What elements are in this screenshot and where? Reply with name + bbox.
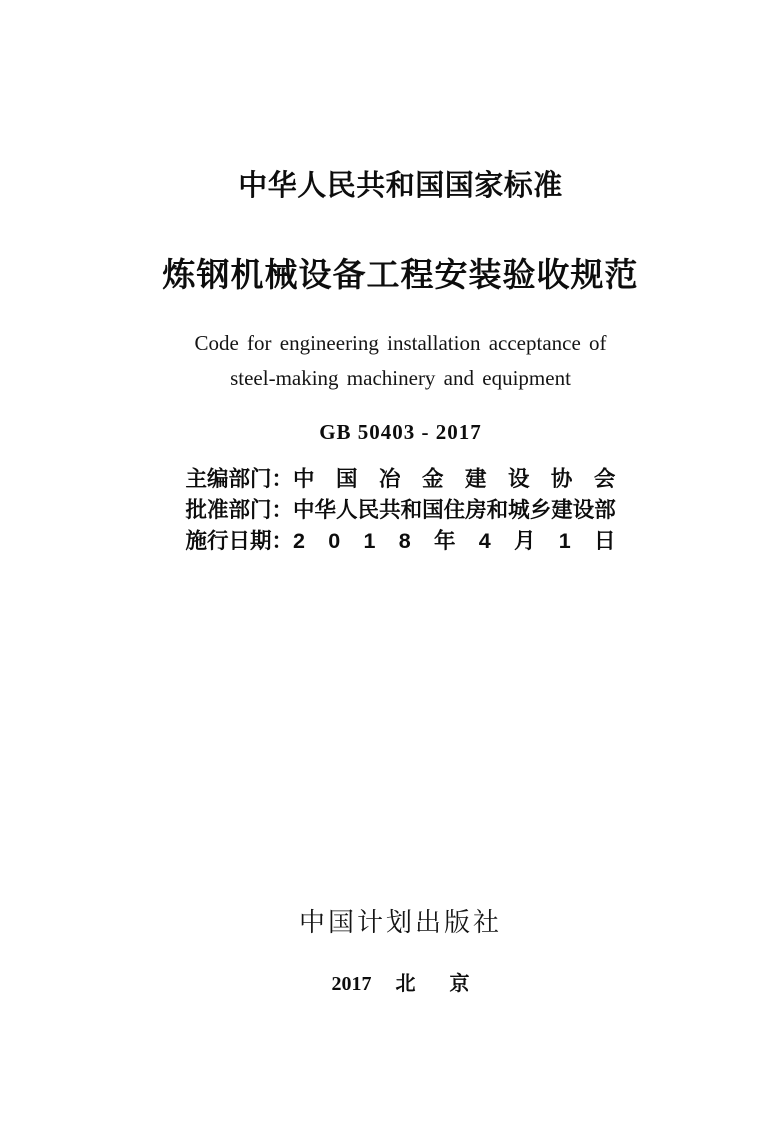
dept-line (186, 495, 616, 526)
dept-value-token: 民 (357, 498, 380, 522)
dept-value-token: 房 (465, 498, 487, 522)
dept-line-value (293, 464, 615, 495)
imprint-year: 2017 (331, 973, 372, 995)
dept-line-value (293, 495, 616, 526)
dept-value-token: 月 (513, 529, 536, 553)
dept-value-token: 建 (551, 498, 573, 522)
dept-line-label: 批准部门： (185, 498, 294, 522)
dept-value-token: 人 (336, 498, 358, 522)
dept-line-label: 施行日期： (185, 529, 294, 553)
dept-value-token: 会 (593, 467, 616, 491)
imprint-city-char-2: 京 (449, 973, 470, 995)
national-standard-label: 中华人民共和国国家标准 (238, 170, 563, 202)
dept-value-token: 1 (363, 529, 376, 553)
department-info-block (186, 464, 616, 557)
dept-line (186, 526, 616, 557)
dept-value-token: 1 (558, 529, 571, 553)
document-title-english (36, 326, 765, 396)
dept-value-token: 2 (293, 529, 305, 553)
dept-line (186, 464, 616, 495)
dept-value-token: 4 (478, 529, 491, 553)
dept-value-token: 住 (443, 498, 466, 522)
dept-value-token: 日 (593, 529, 616, 553)
publisher-name: 中国计划出版社 (298, 908, 502, 937)
dept-value-token: 金 (421, 467, 444, 491)
dept-value-token: 8 (398, 529, 411, 553)
dept-value-token: 国 (336, 467, 358, 491)
dept-value-token: 华 (314, 498, 337, 522)
dept-line-label: 主编部门： (185, 467, 294, 491)
imprint-line (36, 972, 765, 996)
title-english-line-2: steel-making machinery and equipment (230, 366, 571, 390)
dept-value-token: 国 (422, 498, 444, 522)
dept-value-token: 设 (572, 498, 595, 522)
dept-value-token: 中 (293, 498, 315, 522)
standard-number: GB 50403 - 2017 (319, 420, 482, 444)
imprint-city-char-1: 北 (395, 973, 416, 995)
document-title-chinese: 炼钢机械设备工程安装验收规范 (162, 258, 639, 294)
dept-value-token: 建 (464, 467, 487, 491)
dept-value-token: 设 (507, 467, 530, 491)
dept-value-token: 部 (594, 498, 616, 522)
dept-value-token: 年 (433, 529, 456, 553)
dept-value-token: 0 (328, 529, 341, 553)
title-english-line-1: Code for engineering installation acceptance of (194, 331, 607, 355)
dept-value-token: 中 (293, 467, 315, 491)
dept-value-token: 城 (508, 498, 530, 522)
dept-value-token: 冶 (378, 467, 401, 491)
dept-value-token: 和 (400, 498, 423, 522)
dept-value-token: 协 (550, 467, 573, 491)
dept-line-value (293, 526, 615, 557)
dept-value-token: 乡 (529, 498, 552, 522)
dept-value-token: 共 (379, 498, 401, 522)
dept-value-token: 和 (486, 498, 509, 522)
